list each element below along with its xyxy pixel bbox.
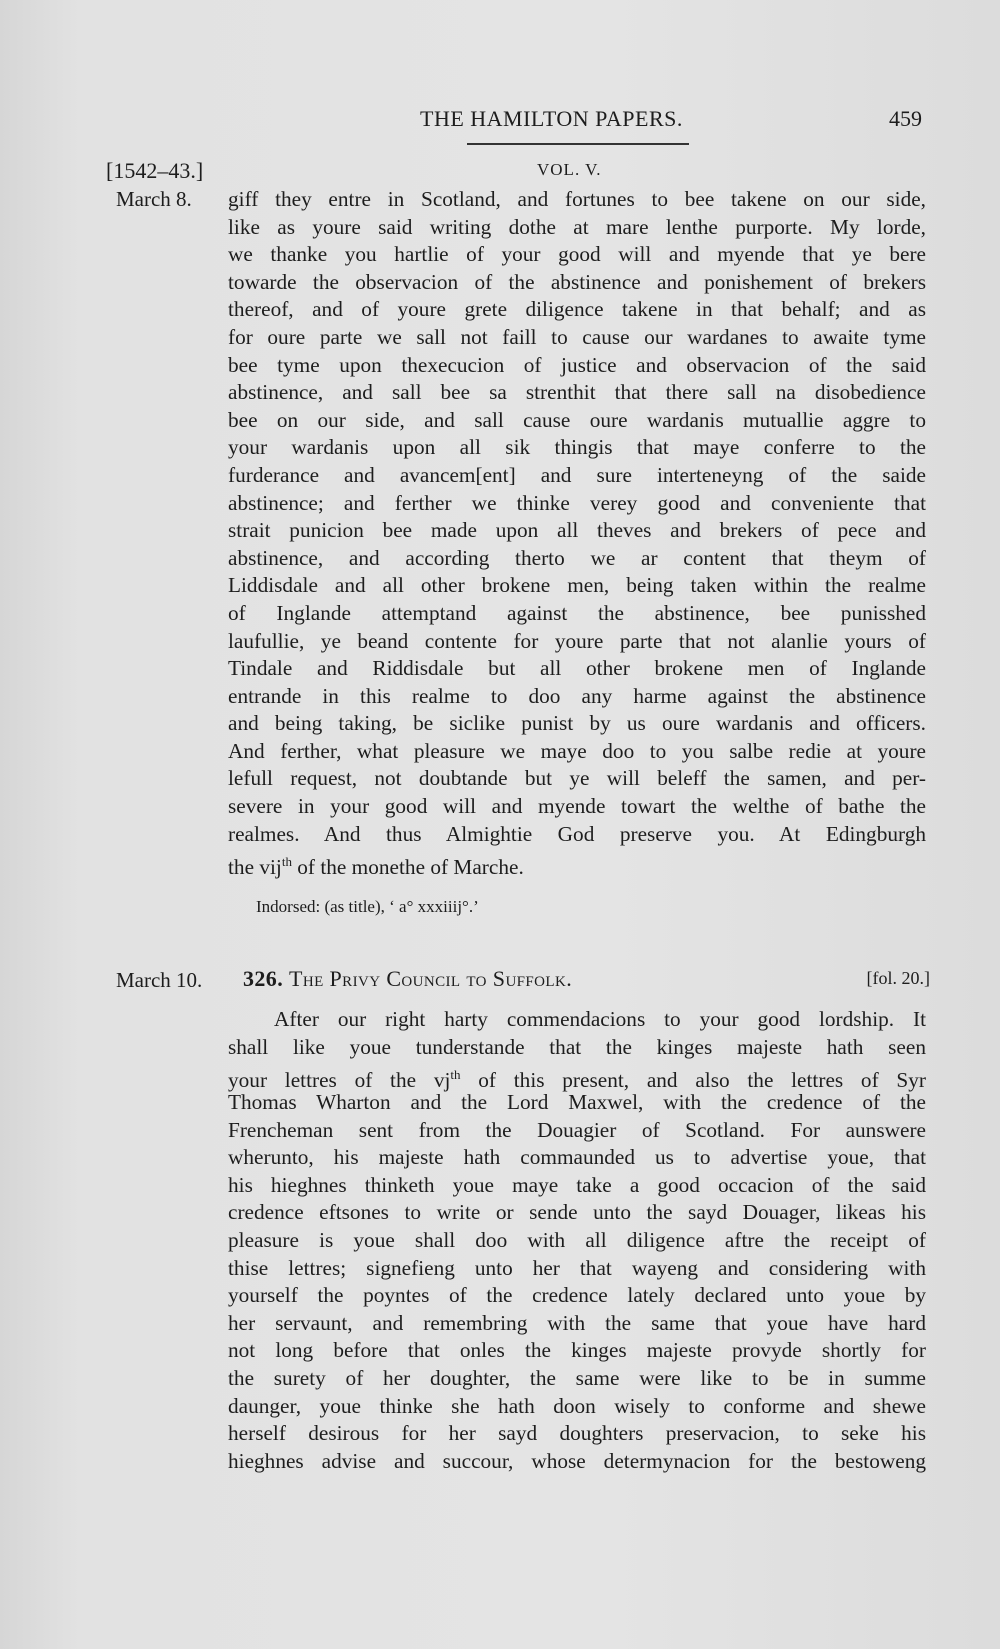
margin-date-entry1: March 8. xyxy=(116,187,192,211)
text-line: furderance and avancem[ent] and sure interteneyng of the saide xyxy=(228,462,926,487)
text-line: like as youre said writing dothe at mare lenthe purporte. My lorde, xyxy=(228,214,926,239)
text-line: thereof, and of youre grete diligence takene in that behalf; and as xyxy=(228,297,926,322)
text-line: Thomas Wharton and the Lord Maxwel, with the credence of the xyxy=(228,1090,926,1114)
text-line: And ferther, what pleasure we maye doo to you salbe redie at youre xyxy=(228,738,926,763)
text-line: and being taking, be siclike punist by us oure wardanis and officers. xyxy=(228,711,926,736)
text-line: your wardanis upon all sik thingis that maye conferre to the xyxy=(228,435,926,460)
text-line: credence eftsones to write or sende unto the sayd Douager, likeas his xyxy=(228,1200,926,1225)
text-line: for oure parte we sall not faill to cause our wardanes to awaite tyme xyxy=(228,324,926,349)
text-line: daunger, youe thinke she hath doon wisely to conforme and shewe xyxy=(228,1393,926,1418)
endorsed-text: (as title), ‘ a° xxxiiij°.’ xyxy=(320,897,479,916)
text-line: of Inglande attemptand against the abstinence, bee punisshed xyxy=(228,600,926,625)
text-line: herself desirous for her sayd doughters preservacion, to seke his xyxy=(228,1421,926,1446)
volume-label: VOL. V. xyxy=(537,160,602,179)
text-line: hieghnes advise and succour, whose determynacion for the bestoweng xyxy=(228,1448,926,1473)
line-text-post: of this present, and also the lettres of Syr xyxy=(460,1068,926,1093)
closing-line xyxy=(228,848,926,880)
text-line: shall like youe tunderstande that the kinges majeste hath seen xyxy=(228,1034,926,1059)
text-line: strait punicion bee made upon all theves and brekers of pece and xyxy=(228,518,926,543)
entry1-body xyxy=(228,186,926,848)
entry1-closing xyxy=(228,848,926,880)
closing-text-pre: the vij xyxy=(228,855,282,880)
text-line: bee tyme upon thexecucion of justice and observacion of the said xyxy=(228,352,926,377)
date-range: [1542–43.] xyxy=(106,158,204,183)
section-number: 326. xyxy=(243,966,284,991)
text-line: towarde the observacion of the abstinence and ponishement of brekers xyxy=(228,269,926,294)
text-line: abstinence, and according therto we ar content that theym of xyxy=(228,545,926,570)
text-line: realmes. And thus Almightie God preserve you. At Edingburgh xyxy=(228,821,926,846)
text-line: wherunto, his majeste hath commaunded us to advertise youe, that xyxy=(228,1145,926,1170)
section-heading xyxy=(243,966,572,992)
text-line: abstinence; and ferther we thinke verey good and conveniente that xyxy=(228,490,926,515)
text-line: his hieghnes thinketh youe maye take a good occacion of the said xyxy=(228,1172,926,1197)
text-line: not long before that onles the kinges majeste provyde shortly for xyxy=(228,1338,926,1363)
endorsement xyxy=(256,897,479,917)
folio-reference: [fol. 20.] xyxy=(866,968,930,988)
text-line: we thanke you hartlie of your good will and myende that ye bere xyxy=(228,242,926,267)
line-text-pre: your lettres of the vj xyxy=(228,1068,451,1093)
text-line: the surety of her doughter, the same were like to be in summe xyxy=(228,1365,926,1390)
text-line xyxy=(228,1061,926,1093)
text-line: Liddisdale and all other brokene men, being taken within the realme xyxy=(228,573,926,598)
text-line: laufullie, ye beand contente for youre parte that not alanlie yours of xyxy=(228,628,926,653)
text-line: her servaunt, and remembring with the same that youe have hard xyxy=(228,1310,926,1335)
text-line: abstinence, and sall bee sa strenthit that there sall na disobedience xyxy=(228,380,926,405)
text-line: Frencheman sent from the Douagier of Scotland. For aunswere xyxy=(228,1117,926,1142)
text-line: thise lettres; signefieng unto her that wayeng and considering with xyxy=(228,1255,926,1280)
page-number: 459 xyxy=(889,106,922,131)
section-title: The Privy Council to Suffolk. xyxy=(289,966,573,991)
running-head: THE HAMILTON PAPERS. xyxy=(420,106,683,131)
endorsed-label: Indorsed: xyxy=(256,897,321,916)
text-line: yourself the poyntes of the credence lately declared unto youe by xyxy=(228,1283,926,1308)
text-line: pleasure is youe shall doo with all diligence aftre the receipt of xyxy=(228,1227,926,1252)
entry2-body xyxy=(228,1089,926,1475)
text-line: After our right harty commendacions to your good lordship. It xyxy=(274,1007,926,1031)
margin-date-entry2: March 10. xyxy=(116,968,203,992)
text-line: severe in your good will and myende towart the welthe of bathe the xyxy=(228,794,926,819)
entry2-opening xyxy=(228,1006,926,1093)
line-superscript: th xyxy=(450,1067,461,1083)
text-line: giff they entre in Scotland, and fortunes to bee takene on our side, xyxy=(228,187,926,211)
text-line: lefull request, not doubtande but ye will beleff the samen, and per- xyxy=(228,766,926,791)
closing-text-post: of the monethe of Marche. xyxy=(291,855,524,880)
closing-superscript: th xyxy=(281,854,292,869)
text-line: entrande in this realme to doo any harme against the abstinence xyxy=(228,683,926,708)
header-rule xyxy=(467,143,689,145)
text-line: bee on our side, and sall cause oure wardanis mutuallie aggre to xyxy=(228,407,926,432)
text-line: Tindale and Riddisdale but all other brokene men of Inglande xyxy=(228,656,926,681)
